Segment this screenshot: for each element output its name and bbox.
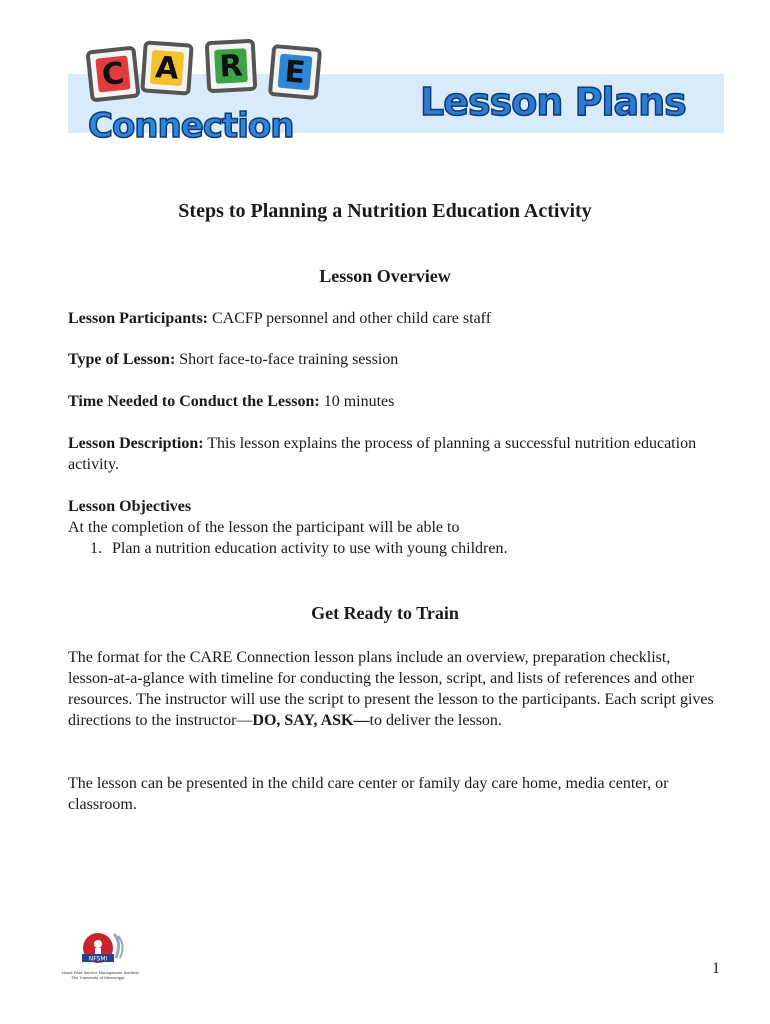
get-ready-p1-text: The format for the CARE Connection lesson plans include an overview, preparation checklist, lesson-at-a-glance with timeline for conducting the lesson, script, and lists of references and other resources. The instructor will use the script to present the lesson to the participants. Each script gives directions to the instructor— bbox=[68, 649, 714, 729]
page-number: 1 bbox=[712, 960, 720, 977]
logo-block-c bbox=[85, 46, 140, 103]
logo-letter-c: C bbox=[95, 55, 130, 92]
participants-value: CACFP personnel and other child care staff bbox=[212, 310, 492, 327]
get-ready-paragraph-1 bbox=[68, 647, 718, 731]
logo-letter-e: E bbox=[278, 54, 313, 91]
objective-text: Plan a nutrition education activity to use with young children. bbox=[112, 540, 508, 557]
time-label: Time Needed to Conduct the Lesson: bbox=[68, 393, 320, 410]
get-ready-p1-bold: DO, SAY, ASK— bbox=[252, 712, 370, 729]
logo-word: Connection bbox=[88, 106, 294, 146]
objectives-label: Lesson Objectives bbox=[68, 498, 192, 515]
logo-block-r bbox=[205, 39, 258, 94]
participants-label: Lesson Participants: bbox=[68, 310, 208, 327]
lesson-objectives bbox=[68, 496, 718, 538]
document-title: Steps to Planning a Nutrition Education Activity bbox=[178, 200, 592, 222]
time-value: 10 minutes bbox=[323, 393, 395, 410]
get-ready-p1-end: to deliver the lesson. bbox=[369, 712, 502, 729]
care-connection-logo bbox=[82, 36, 352, 154]
description-value: This lesson explains the process of planning a successful nutrition education activity. bbox=[68, 435, 697, 473]
header-title: Lesson Plans bbox=[420, 80, 686, 124]
type-value: Short face-to-face training session bbox=[179, 351, 399, 368]
nfsmi-line1: National Food Service Management Institute bbox=[62, 971, 140, 975]
logo-block-a bbox=[140, 40, 194, 95]
type-label: Type of Lesson: bbox=[68, 351, 176, 368]
nfsmi-emblem-icon bbox=[62, 930, 142, 988]
objectives-intro: At the completion of the lesson the participant will be able to bbox=[68, 519, 460, 536]
logo-block-e bbox=[268, 44, 322, 100]
lesson-participants bbox=[68, 308, 718, 329]
lesson-time bbox=[68, 391, 718, 412]
nfsmi-line2: The University of Mississippi bbox=[71, 976, 125, 980]
description-label: Lesson Description: bbox=[68, 435, 204, 452]
get-ready-paragraph-2: The lesson can be presented in the child care center or family day care home, media center, or classroom. bbox=[68, 775, 669, 813]
lesson-description bbox=[68, 433, 718, 475]
objective-item bbox=[90, 538, 710, 559]
logo-letter-a: A bbox=[150, 50, 184, 86]
nfsmi-logo bbox=[62, 930, 142, 988]
lesson-overview-heading: Lesson Overview bbox=[319, 266, 451, 286]
objective-number: 1. bbox=[90, 540, 102, 557]
lesson-type bbox=[68, 349, 718, 370]
logo-letter-r: R bbox=[214, 48, 248, 84]
nfsmi-abbr: NFSMI bbox=[88, 955, 108, 963]
get-ready-heading: Get Ready to Train bbox=[311, 603, 459, 623]
